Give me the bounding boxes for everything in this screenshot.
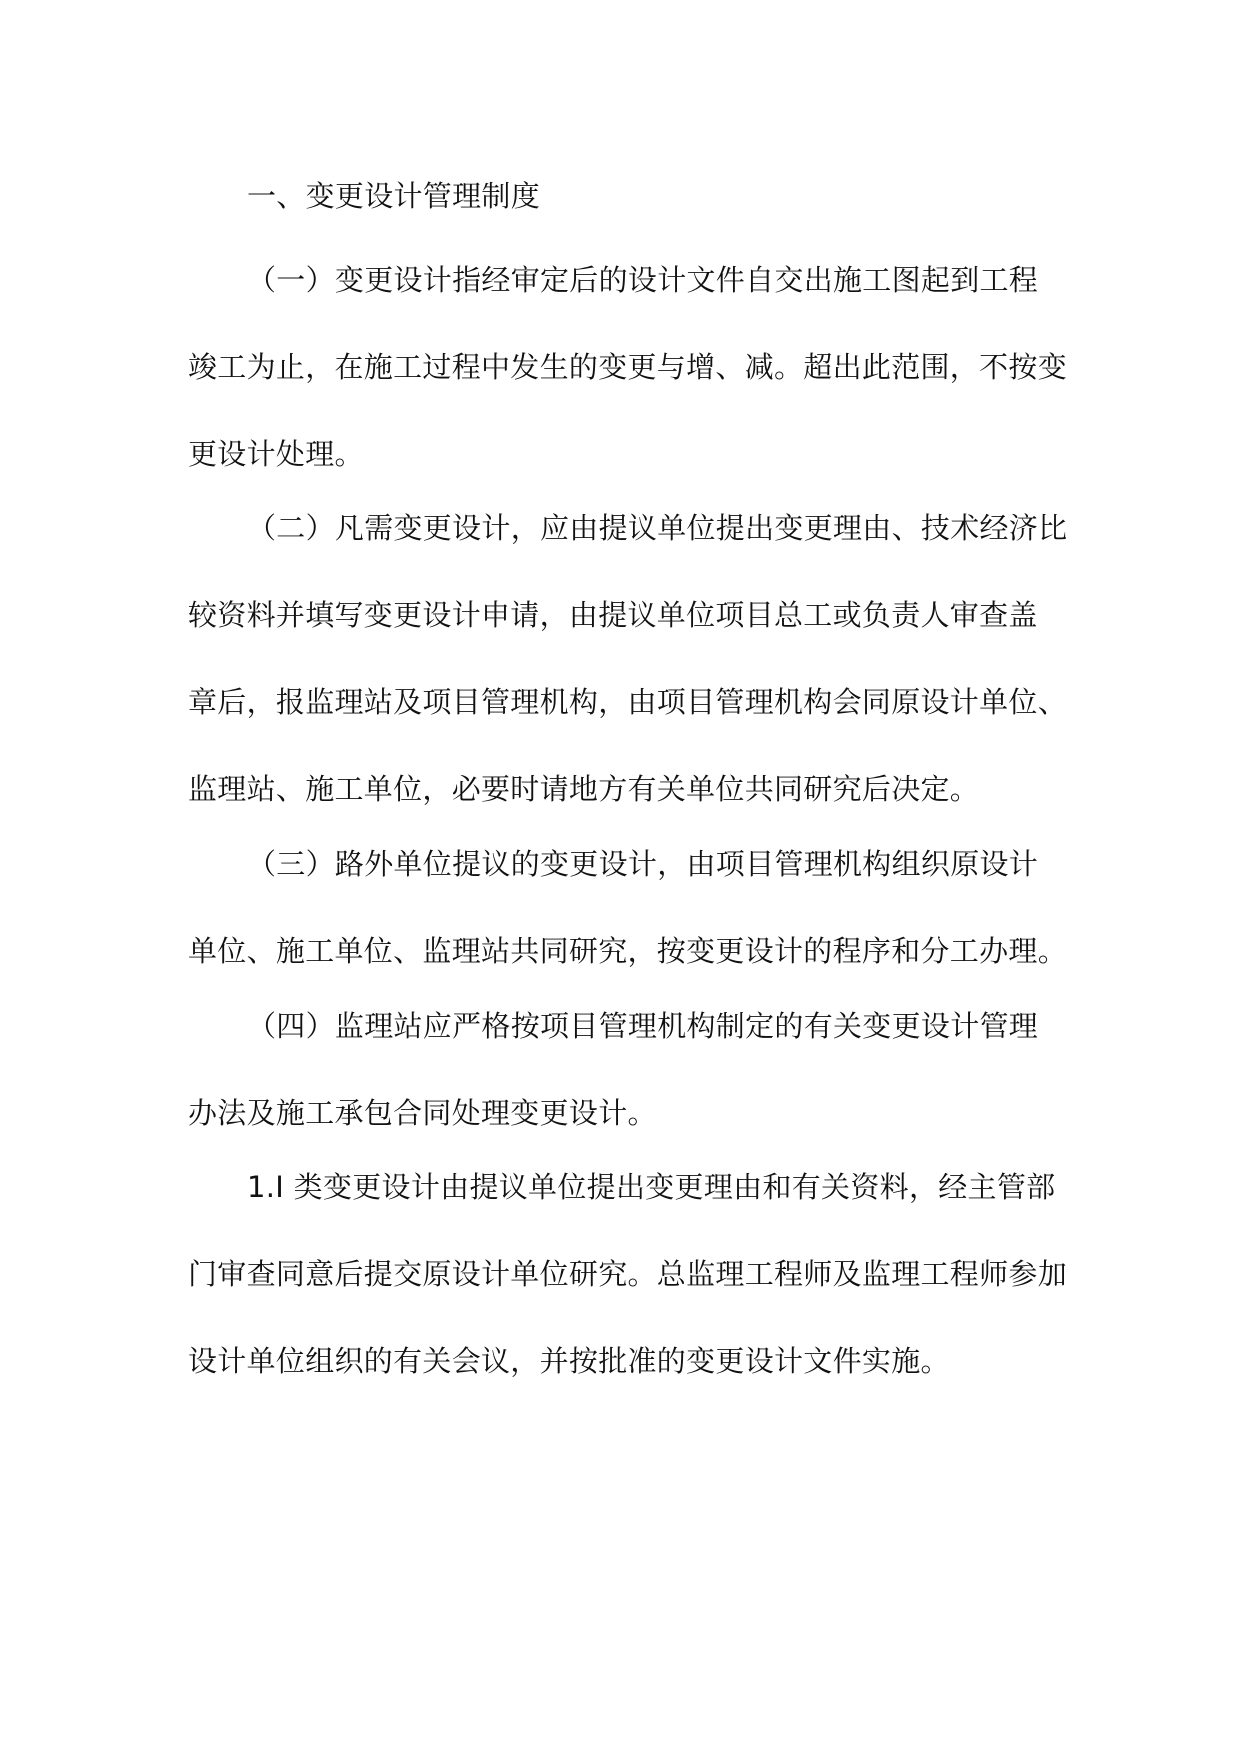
paragraph-line: （二）凡需变更设计，应由提议单位提出变更理由、技术经济比 — [247, 511, 1068, 545]
section-heading: 一、变更设计管理制度 — [247, 179, 541, 213]
paragraph-line: 1.I 类变更设计由提议单位提出变更理由和有关资料，经主管部 — [247, 1170, 1056, 1204]
paragraph-line: 更设计处理。 — [188, 437, 364, 471]
paragraph-line: 监理站、施工单位，必要时请地方有关单位共同研究后决定。 — [188, 772, 980, 806]
paragraph-line: （三）路外单位提议的变更设计，由项目管理机构组织原设计 — [247, 847, 1039, 881]
paragraph-line: 较资料并填写变更设计申请，由提议单位项目总工或负责人审查盖 — [188, 598, 1038, 632]
paragraph-line: 设计单位组织的有关会议，并按批准的变更设计文件实施。 — [188, 1344, 950, 1378]
paragraph-line: （一）变更设计指经审定后的设计文件自交出施工图起到工程 — [247, 263, 1039, 297]
paragraph-line: 办法及施工承包合同处理变更设计。 — [188, 1096, 657, 1130]
paragraph-line: 竣工为止，在施工过程中发生的变更与增、减。超出此范围，不按变 — [188, 350, 1068, 384]
paragraph-line: （四）监理站应严格按项目管理机构制定的有关变更设计管理 — [247, 1009, 1039, 1043]
paragraph-line: 单位、施工单位、监理站共同研究，按变更设计的程序和分工办理。 — [188, 934, 1068, 968]
paragraph-line: 门审查同意后提交原设计单位研究。总监理工程师及监理工程师参加 — [188, 1257, 1068, 1291]
paragraph-line: 章后，报监理站及项目管理机构，由项目管理机构会同原设计单位、 — [188, 685, 1068, 719]
